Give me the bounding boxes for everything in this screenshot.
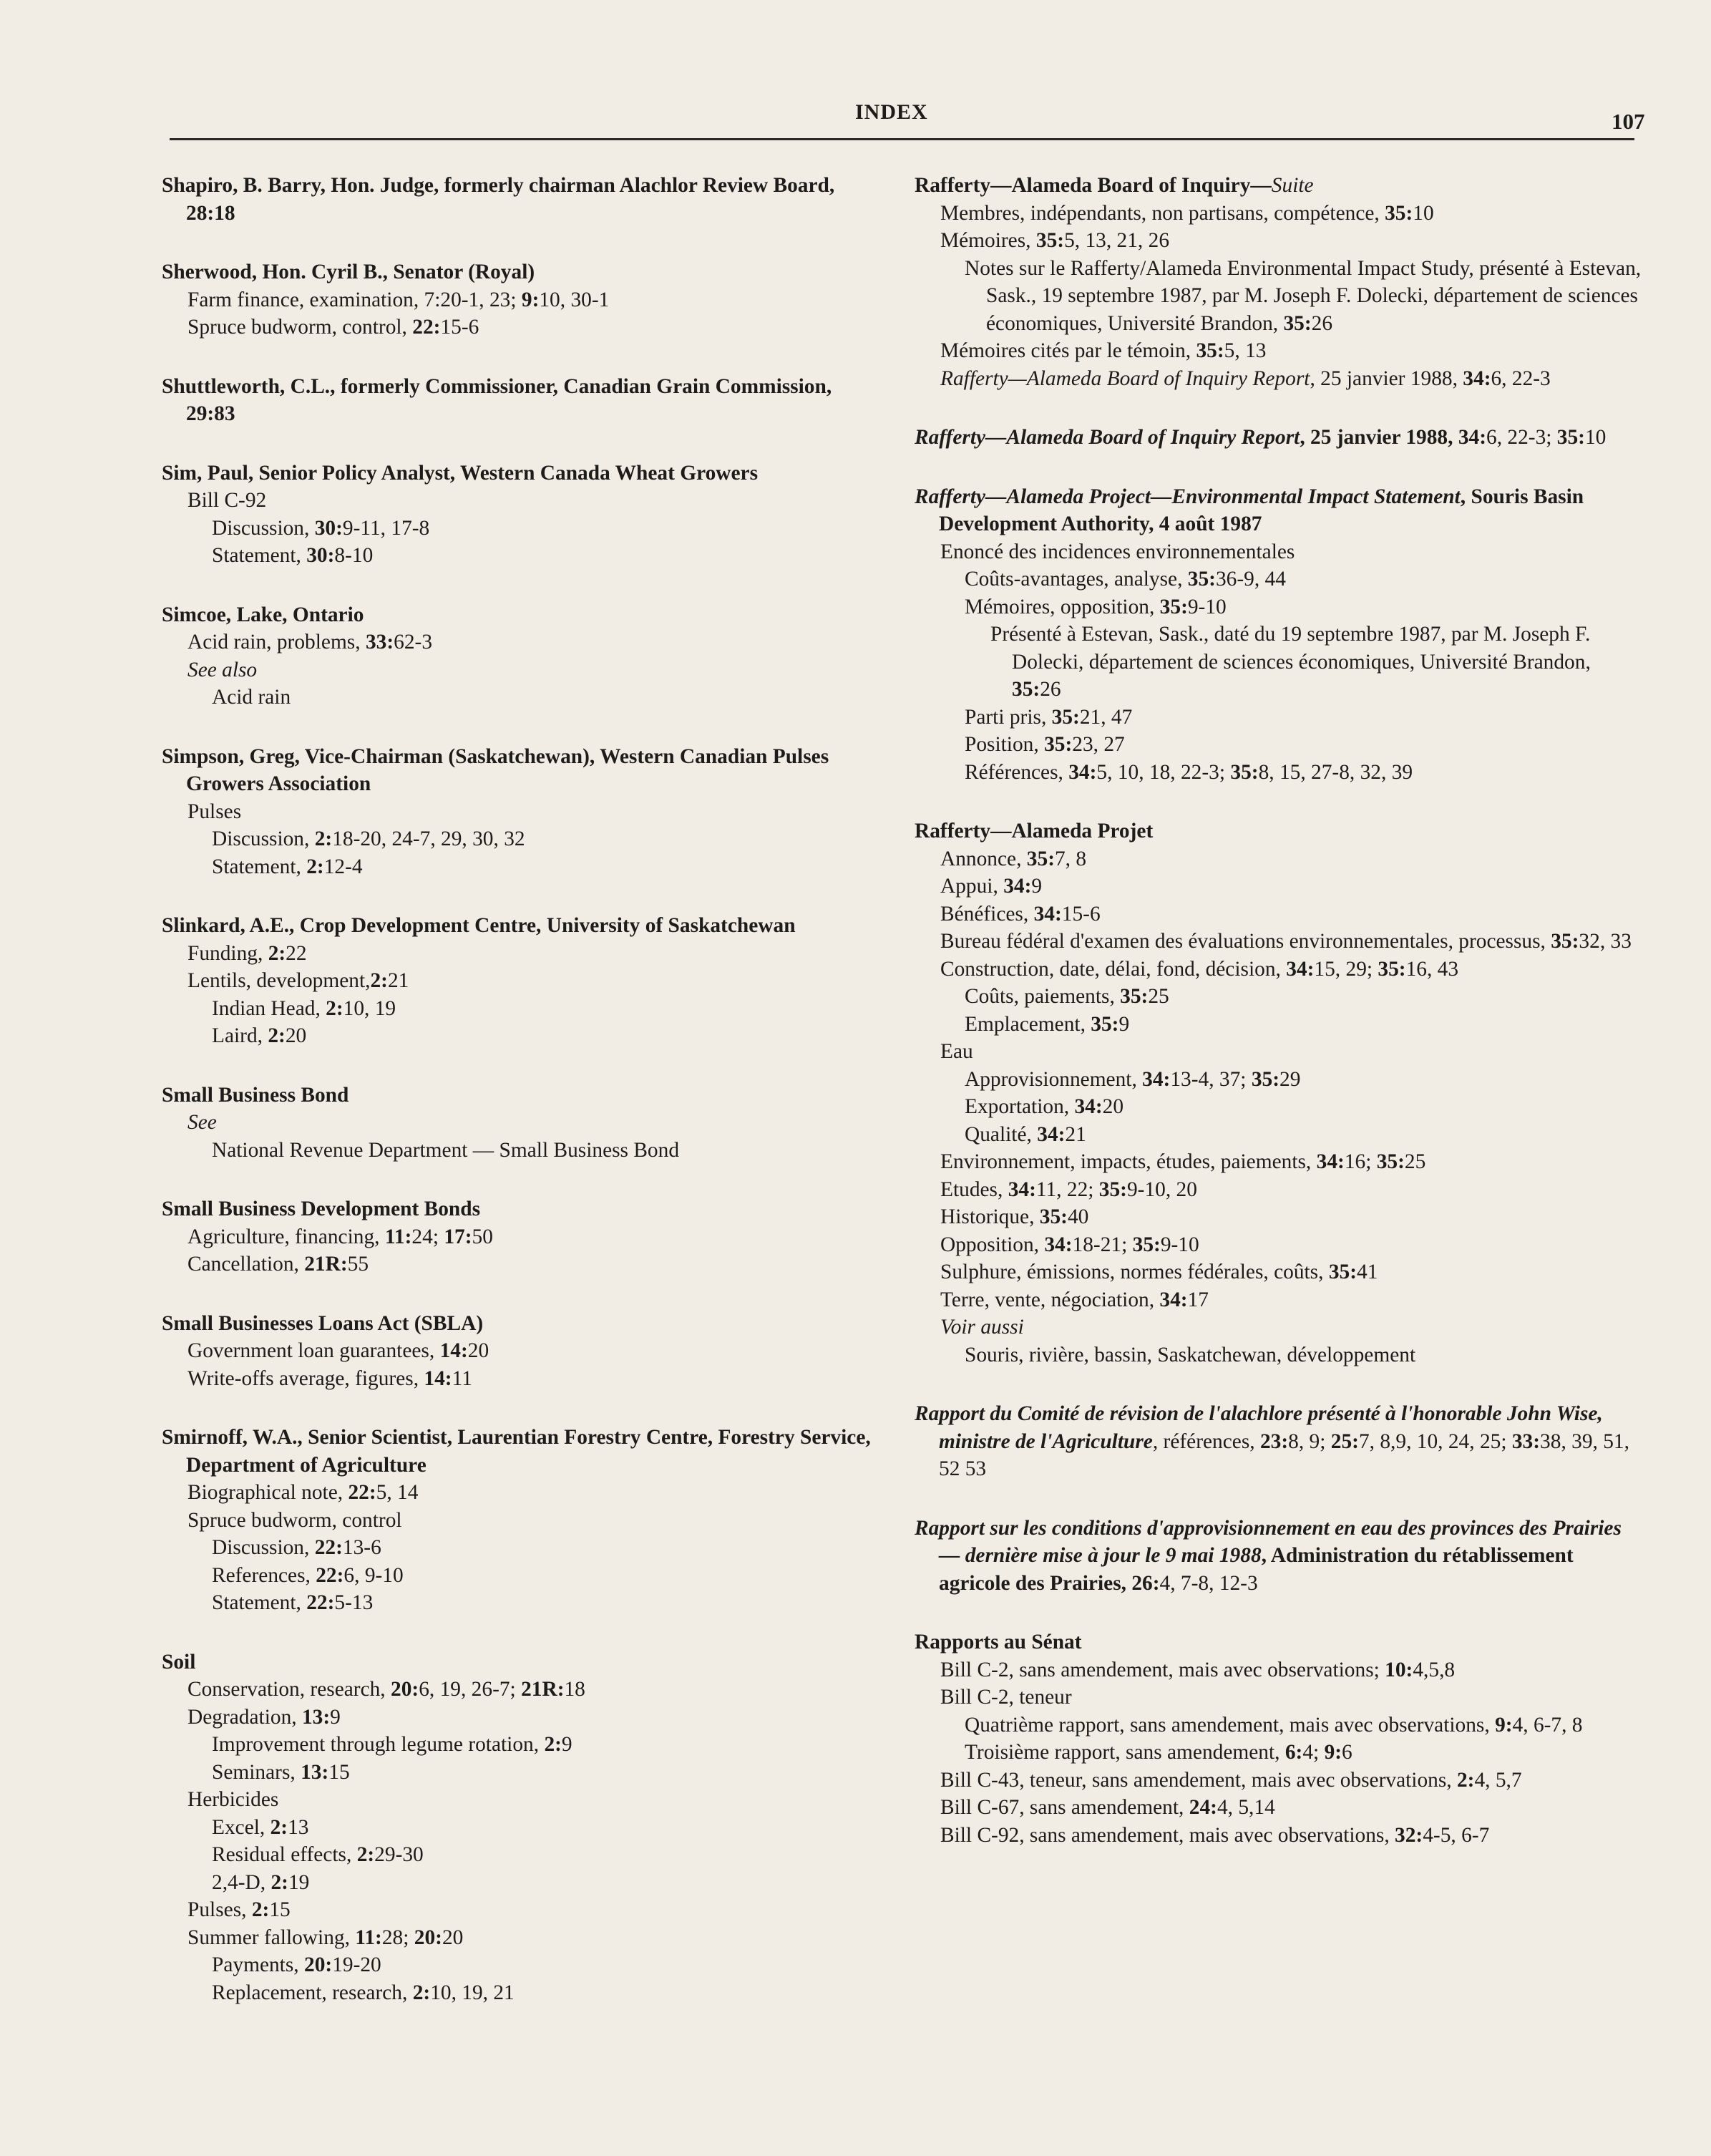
index-entry bbox=[162, 1648, 884, 2007]
index-entry bbox=[162, 743, 884, 881]
index-entry bbox=[915, 172, 1643, 392]
right-column bbox=[915, 172, 1643, 1880]
index-subentry: Spruce budworm, control, 22:15-6 bbox=[187, 316, 479, 339]
index-subentry: Improvement through legume rotation, 2:9 bbox=[212, 1733, 572, 1756]
index-entry bbox=[162, 373, 884, 428]
index-subentry: Qualité, 34:21 bbox=[965, 1122, 1086, 1146]
index-entry bbox=[915, 1515, 1643, 1598]
index-entry bbox=[162, 258, 884, 341]
index-subentry: Bill C-43, teneur, sans amendement, mais avec observations, 2:4, 5,7 bbox=[940, 1768, 1522, 1792]
index-entry bbox=[162, 912, 884, 1050]
index-heading: Sherwood, Hon. Cyril B., Senator (Royal) bbox=[162, 261, 535, 283]
index-subentry: Lentils, development,2:21 bbox=[187, 969, 409, 992]
index-subentry: Environnement, impacts, études, paiements, 34:16; 35:25 bbox=[940, 1150, 1426, 1173]
index-heading: Simcoe, Lake, Ontario bbox=[162, 603, 364, 626]
index-subentry: Statement, 2:12-4 bbox=[212, 855, 363, 878]
index-subentry: Summer fallowing, 11:28; 20:20 bbox=[187, 1926, 464, 1949]
index-subentry: Rafferty—Alameda Board of Inquiry Report, 25 janvier 1988, 34:6, 22-3 bbox=[940, 366, 1551, 390]
index-heading: Rapports au Sénat bbox=[915, 1631, 1082, 1654]
index-subentry: Pulses bbox=[187, 800, 242, 823]
index-subentry: Statement, 30:8-10 bbox=[212, 544, 374, 567]
index-entry bbox=[915, 424, 1643, 452]
index-heading: Soil bbox=[162, 1650, 196, 1674]
index-heading: Rafferty—Alameda Project—Environmental Impact Statement, Souris Basin Development Authority, 4 août 1987 bbox=[915, 485, 1584, 535]
index-subentry: Laird, 2:20 bbox=[212, 1024, 307, 1047]
index-entry bbox=[162, 1310, 884, 1393]
index-subentry: Parti pris, 35:21, 47 bbox=[965, 705, 1133, 729]
index-subentry: Bénéfices, 34:15-6 bbox=[940, 902, 1101, 926]
index-entry bbox=[162, 601, 884, 712]
index-subentry: Mémoires, 35:5, 13, 21, 26 bbox=[940, 229, 1170, 252]
index-heading: Small Business Bond bbox=[162, 1083, 349, 1107]
index-subentry: Bill C-92, sans amendement, mais avec observations, 32:4-5, 6-7 bbox=[940, 1823, 1490, 1847]
index-subentry: References, 22:6, 9-10 bbox=[212, 1563, 404, 1587]
index-heading: Small Business Development Bonds bbox=[162, 1198, 481, 1220]
index-subentry: Mémoires, opposition, 35:9-10 bbox=[965, 595, 1227, 618]
index-subentry: Residual effects, 2:29-30 bbox=[212, 1843, 424, 1866]
index-subentry: Enoncé des incidences environnementales bbox=[940, 540, 1295, 563]
index-subentry: Discussion, 2:18-20, 24-7, 29, 30, 32 bbox=[212, 827, 525, 850]
index-heading: Rafferty—Alameda Projet bbox=[915, 820, 1154, 843]
index-subentry: Bill C-67, sans amendement, 24:4, 5,14 bbox=[940, 1796, 1275, 1819]
header-rule bbox=[170, 138, 1634, 140]
index-heading: Smirnoff, W.A., Senior Scientist, Laurentian Forestry Centre, Forestry Service, Department of Agriculture bbox=[162, 1426, 871, 1477]
page-number: 107 bbox=[1612, 109, 1645, 134]
index-entry bbox=[162, 460, 884, 570]
index-subentry: Bureau fédéral d'examen des évaluations environnementales, processus, 35:32, 33 bbox=[940, 930, 1632, 953]
index-subentry: Funding, 2:22 bbox=[187, 941, 307, 965]
index-subentry: Payments, 20:19-20 bbox=[212, 1953, 381, 1976]
index-heading: Rafferty—Alameda Board of Inquiry Report, 25 janvier 1988, 34:6, 22-3; 35:10 bbox=[915, 426, 1607, 449]
index-subentry: Présenté à Estevan, Sask., daté du 19 septembre 1987, par M. Joseph F. Dolecki, département de sciences économiques, Université Brandon, 35:26 bbox=[990, 623, 1591, 701]
index-subentry: Notes sur le Rafferty/Alameda Environmental Impact Study, présenté à Estevan, Sask., 19 septembre 1987, par M. Joseph F. Dolecki, département de sciences économiques, Université Brandon, 35:26 bbox=[965, 256, 1642, 335]
index-entry bbox=[162, 1424, 884, 1617]
index-subentry: Références, 34:5, 10, 18, 22-3; 35:8, 15, 27-8, 32, 39 bbox=[965, 760, 1413, 784]
index-subentry: Indian Head, 2:10, 19 bbox=[212, 996, 396, 1020]
index-subentry: Bill C-2, teneur bbox=[940, 1686, 1072, 1709]
index-entry bbox=[162, 1195, 884, 1278]
index-subentry: Acid rain, problems, 33:62-3 bbox=[187, 631, 433, 654]
index-subentry: Excel, 2:13 bbox=[212, 1815, 309, 1839]
index-heading: Simpson, Greg, Vice-Chairman (Saskatchewan), Western Canadian Pulses Growers Association bbox=[162, 744, 829, 795]
index-subentry: Membres, indépendants, non partisans, compétence, 35:10 bbox=[940, 201, 1434, 225]
index-heading: Sim, Paul, Senior Policy Analyst, Western Canada Wheat Growers bbox=[162, 461, 759, 485]
index-entry bbox=[162, 172, 884, 227]
index-subentry: 2,4-D, 2:19 bbox=[212, 1870, 310, 1894]
index-entry bbox=[162, 1082, 884, 1165]
index-subentry: Conservation, research, 20:6, 19, 26-7; 21R:18 bbox=[187, 1678, 585, 1701]
index-subentry: Quatrième rapport, sans amendement, mais avec observations, 9:4, 6-7, 8 bbox=[965, 1713, 1583, 1737]
index-subentry: Government loan guarantees, 14:20 bbox=[187, 1339, 489, 1362]
index-subentry: Approvisionnement, 34:13-4, 37; 35:29 bbox=[965, 1067, 1301, 1091]
index-heading: Slinkard, A.E., Crop Development Centre, University of Saskatchewan bbox=[162, 914, 796, 937]
index-subentry: Voir aussi bbox=[940, 1316, 1024, 1339]
index-subentry: Herbicides bbox=[187, 1788, 279, 1811]
index-heading: Shuttleworth, C.L., formerly Commissioner, Canadian Grain Commission, 29:83 bbox=[162, 374, 832, 425]
index-heading: Rapport sur les conditions d'approvisionnement en eau des provinces des Prairies — dernière mise à jour le 9 mai 1988, Administration du rétablissement agricole des Prairies, 26:4, 7-8, 12-3 bbox=[915, 1516, 1622, 1595]
index-subentry: Pulses, 2:15 bbox=[187, 1898, 291, 1921]
index-subentry: Agriculture, financing, 11:24; 17:50 bbox=[187, 1225, 493, 1248]
index-subentry: Farm finance, examination, 7:20-1, 23; 9:10, 30-1 bbox=[187, 288, 610, 311]
index-heading: Rapport du Comité de révision de l'alachlore présenté à l'honorable John Wise, ministre de l'Agriculture, références, 23:8, 9; 25:7, 8,9, 10, 24, 25; 33:38, 39, 51, 52 53 bbox=[915, 1402, 1629, 1480]
index-subentry: Biographical note, 22:5, 14 bbox=[187, 1481, 419, 1504]
index-entry bbox=[915, 1400, 1643, 1483]
index-entry bbox=[915, 1628, 1643, 1849]
index-subentry: Coûts, paiements, 35:25 bbox=[965, 985, 1169, 1008]
index-subentry: Troisième rapport, sans amendement, 6:4; 9:6 bbox=[965, 1741, 1352, 1764]
index-subentry: Cancellation, 21R:55 bbox=[187, 1253, 369, 1276]
index-subentry: Replacement, research, 2:10, 19, 21 bbox=[212, 1981, 515, 2004]
index-subentry: Seminars, 13:15 bbox=[212, 1760, 350, 1784]
index-subentry: Degradation, 13:9 bbox=[187, 1705, 341, 1729]
index-heading: Rafferty—Alameda Board of Inquiry—Suite bbox=[915, 174, 1314, 197]
index-heading: Small Businesses Loans Act (SBLA) bbox=[162, 1311, 484, 1335]
index-subentry: Coûts-avantages, analyse, 35:36-9, 44 bbox=[965, 568, 1286, 591]
index-title: INDEX bbox=[855, 100, 928, 124]
index-subentry: Write-offs average, figures, 14:11 bbox=[187, 1366, 472, 1390]
index-subentry: See also bbox=[187, 658, 258, 681]
index-subentry: Construction, date, délai, fond, décision, 34:15, 29; 35:16, 43 bbox=[940, 957, 1459, 981]
index-subentry: Bill C-2, sans amendement, mais avec observations; 10:4,5,8 bbox=[940, 1658, 1456, 1681]
index-subentry: See bbox=[187, 1111, 217, 1134]
index-subentry: Sulphure, émissions, normes fédérales, coûts, 35:41 bbox=[940, 1261, 1378, 1283]
index-subentry: Souris, rivière, bassin, Saskatchewan, développement bbox=[965, 1343, 1416, 1366]
index-subentry: Spruce budworm, control bbox=[187, 1508, 402, 1532]
index-subentry: Discussion, 30:9-11, 17-8 bbox=[212, 516, 430, 540]
index-subentry: Eau bbox=[940, 1040, 973, 1063]
left-column bbox=[162, 172, 884, 2038]
index-subentry: Opposition, 34:18-21; 35:9-10 bbox=[940, 1233, 1199, 1256]
index-subentry: National Revenue Department — Small Business Bond bbox=[212, 1138, 680, 1162]
index-subentry: Annonce, 35:7, 8 bbox=[940, 847, 1087, 870]
index-subentry: Bill C-92 bbox=[187, 489, 267, 512]
index-subentry: Exportation, 34:20 bbox=[965, 1095, 1124, 1118]
index-subentry: Discussion, 22:13-6 bbox=[212, 1536, 381, 1559]
index-entry bbox=[915, 817, 1643, 1369]
index-subentry: Statement, 22:5-13 bbox=[212, 1591, 374, 1614]
index-subentry: Emplacement, 35:9 bbox=[965, 1012, 1130, 1036]
index-subentry: Historique, 35:40 bbox=[940, 1205, 1089, 1228]
index-subentry: Terre, vente, négociation, 34:17 bbox=[940, 1288, 1209, 1311]
index-heading: Shapiro, B. Barry, Hon. Judge, formerly chairman Alachlor Review Board, 28:18 bbox=[162, 174, 835, 225]
index-entry bbox=[915, 483, 1643, 787]
index-subentry: Appui, 34:9 bbox=[940, 875, 1043, 898]
index-subentry: Mémoires cités par le témoin, 35:5, 13 bbox=[940, 339, 1267, 362]
index-subentry: Position, 35:23, 27 bbox=[965, 733, 1125, 756]
index-subentry: Etudes, 34:11, 22; 35:9-10, 20 bbox=[940, 1177, 1197, 1201]
index-subentry: Acid rain bbox=[212, 686, 291, 709]
